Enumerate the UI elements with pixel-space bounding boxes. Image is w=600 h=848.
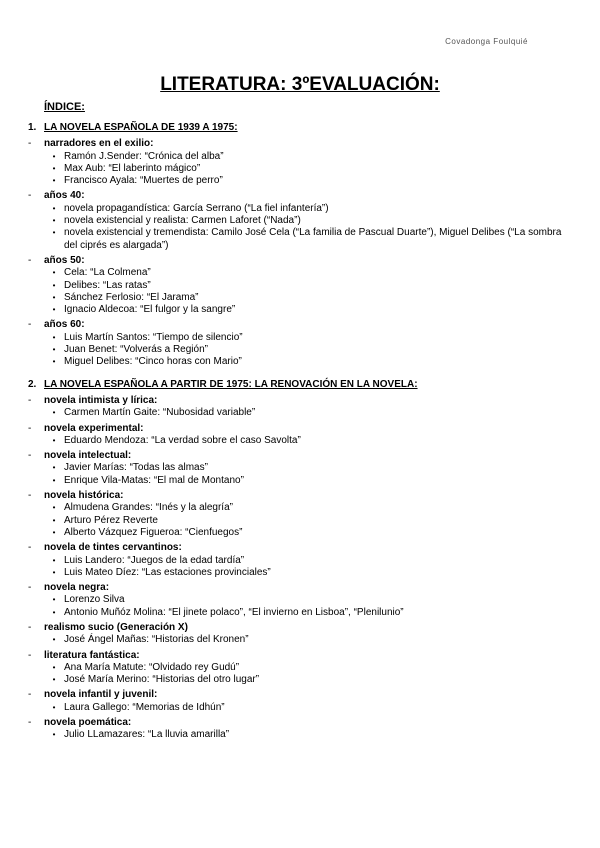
- subsection-heading: [28, 542, 576, 554]
- dash-marker-icon: -: [28, 621, 32, 633]
- subsection-title: novela intelectual:: [44, 450, 132, 462]
- list-item: [28, 527, 576, 539]
- item-list: [28, 662, 576, 687]
- list-item: [28, 502, 576, 514]
- bullet-icon: •: [52, 228, 56, 238]
- list-item-text: Sánchez Ferlosio: “El Jarama”: [64, 291, 199, 303]
- subsection: [28, 490, 576, 539]
- index-heading: ÍNDICE:: [44, 101, 85, 113]
- list-item: [28, 227, 576, 252]
- list-item-text: novela existencial y realista: Carmen Laforet (“Nada”): [64, 215, 301, 227]
- list-item: [28, 662, 576, 674]
- item-list: [28, 702, 576, 714]
- list-item: [28, 175, 576, 187]
- subsection: [28, 190, 576, 251]
- list-item-text: Arturo Pérez Reverte: [64, 514, 158, 526]
- subsection-title: realismo sucio (Generación X): [44, 621, 188, 633]
- subsection-heading: [28, 423, 576, 435]
- list-item: [28, 634, 576, 646]
- list-item-text: Luis Landero: “Juegos de la edad tardía”: [64, 554, 245, 566]
- bullet-icon: •: [52, 332, 56, 342]
- list-item: [28, 555, 576, 567]
- list-item-text: novela propagandística: García Serrano (“La fiel infantería”): [64, 202, 329, 214]
- list-item: [28, 462, 576, 474]
- section-heading: [28, 122, 576, 134]
- bullet-icon: •: [52, 151, 56, 161]
- subsection: [28, 689, 576, 714]
- list-item-text: Ana María Matute: “Olvidado rey Gudú”: [64, 661, 240, 673]
- subsection-heading: [28, 190, 576, 202]
- list-item: [28, 607, 576, 619]
- bullet-icon: •: [52, 730, 56, 740]
- bullet-icon: •: [52, 408, 56, 418]
- subsection: [28, 255, 576, 316]
- bullet-icon: •: [52, 607, 56, 617]
- dash-marker-icon: -: [28, 394, 32, 406]
- list-item-text: José María Merino: “Historias del otro lugar”: [64, 674, 260, 686]
- list-item-text: Juan Benet: “Volverás a Región”: [64, 344, 208, 356]
- item-list: [28, 151, 576, 188]
- list-item-text: Laura Gallego: “Memorias de Idhún”: [64, 701, 225, 713]
- dash-marker-icon: -: [28, 582, 32, 594]
- subsection: [28, 650, 576, 687]
- list-item: [28, 729, 576, 741]
- bullet-icon: •: [52, 527, 56, 537]
- bullet-icon: •: [52, 503, 56, 513]
- index-content: [28, 122, 576, 752]
- list-item: [28, 435, 576, 447]
- subsection-heading: [28, 450, 576, 462]
- list-item-text: Carmen Martín Gaite: “Nubosidad variable”: [64, 407, 256, 419]
- bullet-icon: •: [52, 203, 56, 213]
- subsection-title: novela poemática:: [44, 717, 132, 729]
- bullet-icon: •: [52, 305, 56, 315]
- document-title: LITERATURA: 3ºEVALUACIÓN:: [160, 74, 440, 95]
- section-number: 1.: [28, 122, 37, 133]
- dash-marker-icon: -: [28, 319, 32, 331]
- bullet-icon: •: [52, 280, 56, 290]
- bullet-icon: •: [52, 702, 56, 712]
- item-list: [28, 594, 576, 619]
- dash-marker-icon: -: [28, 422, 32, 434]
- dash-marker-icon: -: [28, 490, 32, 502]
- bullet-icon: •: [52, 345, 56, 355]
- section-title: LA NOVELA ESPAÑOLA A PARTIR DE 1975: LA RENOVACIÓN EN LA NOVELA:: [44, 378, 418, 390]
- list-item-text: Max Aub: “El laberinto mágico”: [64, 162, 201, 174]
- dash-marker-icon: -: [28, 190, 32, 202]
- subsection-heading: [28, 255, 576, 267]
- bullet-icon: •: [52, 435, 56, 445]
- item-list: [28, 462, 576, 487]
- item-list: [28, 634, 576, 646]
- bullet-icon: •: [52, 163, 56, 173]
- bullet-icon: •: [52, 515, 56, 525]
- subsection-title: años 60:: [44, 319, 85, 331]
- list-item: [28, 332, 576, 344]
- bullet-icon: •: [52, 475, 56, 485]
- list-item-text: Enrique Vila-Matas: “El mal de Montano”: [64, 474, 244, 486]
- subsection: [28, 319, 576, 368]
- subsection-heading: [28, 490, 576, 502]
- section-2: [28, 379, 576, 742]
- bullet-icon: •: [52, 595, 56, 605]
- list-item: [28, 515, 576, 527]
- bullet-icon: •: [52, 463, 56, 473]
- subsection-heading: [28, 395, 576, 407]
- subsection-heading: [28, 717, 576, 729]
- dash-marker-icon: -: [28, 254, 32, 266]
- subsection-heading: [28, 319, 576, 331]
- list-item: [28, 702, 576, 714]
- list-item-text: Julio LLamazares: “La lluvia amarilla”: [64, 729, 230, 741]
- bullet-icon: •: [52, 292, 56, 302]
- subsection-heading: [28, 622, 576, 634]
- section-number: 2.: [28, 378, 37, 390]
- list-item-text: Miguel Delibes: “Cinco horas con Mario”: [64, 356, 242, 368]
- list-item-text: Antonio Muñóz Molina: “El jinete polaco”, “El invierno en Lisboa”, “Plenilunio”: [64, 606, 404, 618]
- item-list: [28, 502, 576, 539]
- section-1: [28, 122, 576, 369]
- list-item-text: Francisco Ayala: “Muertes de perro”: [64, 175, 223, 187]
- list-item-text: Almudena Grandes: “Inés y la alegría”: [64, 502, 233, 514]
- subsection: [28, 717, 576, 742]
- list-item: [28, 215, 576, 227]
- subsection-heading: [28, 650, 576, 662]
- list-item-text: Ignacio Aldecoa: “El fulgor y la sangre”: [64, 304, 236, 316]
- list-item: [28, 674, 576, 686]
- subsection-title: años 50:: [44, 254, 85, 266]
- item-list: [28, 267, 576, 316]
- item-list: [28, 332, 576, 369]
- bullet-icon: •: [52, 567, 56, 577]
- subsection-title: novela de tintes cervantinos:: [44, 542, 182, 554]
- subsection: [28, 395, 576, 420]
- list-item: [28, 203, 576, 215]
- list-item: [28, 292, 576, 304]
- dash-marker-icon: -: [28, 649, 32, 661]
- subsection-heading: [28, 689, 576, 701]
- list-item-text: Alberto Vázquez Figueroa: “Cienfuegos”: [64, 526, 243, 538]
- subsection: [28, 622, 576, 647]
- subsection-title: años 40:: [44, 190, 85, 202]
- list-item-text: Luis Martín Santos: “Tiempo de silencio”: [64, 331, 243, 343]
- list-item: [28, 475, 576, 487]
- subsection-title: novela negra:: [44, 582, 110, 594]
- list-item-text: Luis Mateo Díez: “Las estaciones provinciales”: [64, 566, 271, 578]
- list-item-text: Eduardo Mendoza: “La verdad sobre el caso Savolta”: [64, 434, 301, 446]
- bullet-icon: •: [52, 675, 56, 685]
- bullet-icon: •: [52, 555, 56, 565]
- bullet-icon: •: [52, 662, 56, 672]
- list-item-text: novela existencial y tremendista: Camilo José Cela (“La familia de Pascual Duarte”), Miguel Delibes (“La sombra del ciprés es alargada”): [64, 227, 562, 251]
- subsection-heading: [28, 138, 576, 150]
- subsection-title: novela intimista y lírica:: [44, 394, 158, 406]
- item-list: [28, 729, 576, 741]
- subsection-heading: [28, 582, 576, 594]
- subsection-title: narradores en el exilio:: [44, 138, 154, 150]
- dash-marker-icon: -: [28, 689, 32, 701]
- list-item: [28, 267, 576, 279]
- subsection: [28, 138, 576, 187]
- section-title: LA NOVELA ESPAÑOLA DE 1939 A 1975:: [44, 122, 238, 133]
- item-list: [28, 555, 576, 580]
- dash-marker-icon: -: [28, 542, 32, 554]
- dash-marker-icon: -: [28, 138, 32, 150]
- dash-marker-icon: -: [28, 717, 32, 729]
- list-item: [28, 356, 576, 368]
- list-item: [28, 151, 576, 163]
- list-item: [28, 304, 576, 316]
- item-list: [28, 435, 576, 447]
- list-item-text: José Ángel Mañas: “Historias del Kronen”: [64, 634, 249, 646]
- item-list: [28, 407, 576, 419]
- author-name: Covadonga Foulquié: [445, 37, 528, 46]
- list-item-text: Cela: “La Colmena”: [64, 267, 151, 279]
- subsection-title: novela experimental:: [44, 422, 144, 434]
- subsection-title: novela histórica:: [44, 490, 124, 502]
- list-item: [28, 344, 576, 356]
- list-item-text: Lorenzo Silva: [64, 594, 125, 606]
- list-item: [28, 280, 576, 292]
- bullet-icon: •: [52, 216, 56, 226]
- subsection: [28, 423, 576, 448]
- bullet-icon: •: [52, 176, 56, 186]
- list-item-text: Delibes: “Las ratas”: [64, 279, 151, 291]
- list-item-text: Ramón J.Sender: “Crónica del alba”: [64, 150, 224, 162]
- dash-marker-icon: -: [28, 450, 32, 462]
- list-item-text: Javier Marías: “Todas las almas”: [64, 462, 208, 474]
- subsection: [28, 542, 576, 579]
- subsection-title: literatura fantástica:: [44, 649, 140, 661]
- list-item: [28, 163, 576, 175]
- list-item: [28, 594, 576, 606]
- subsection-title: novela infantil y juvenil:: [44, 689, 158, 701]
- subsection: [28, 582, 576, 619]
- bullet-icon: •: [52, 357, 56, 367]
- item-list: [28, 203, 576, 252]
- list-item: [28, 567, 576, 579]
- bullet-icon: •: [52, 268, 56, 278]
- section-heading: [28, 379, 576, 391]
- list-item: [28, 407, 576, 419]
- bullet-icon: •: [52, 635, 56, 645]
- subsection: [28, 450, 576, 487]
